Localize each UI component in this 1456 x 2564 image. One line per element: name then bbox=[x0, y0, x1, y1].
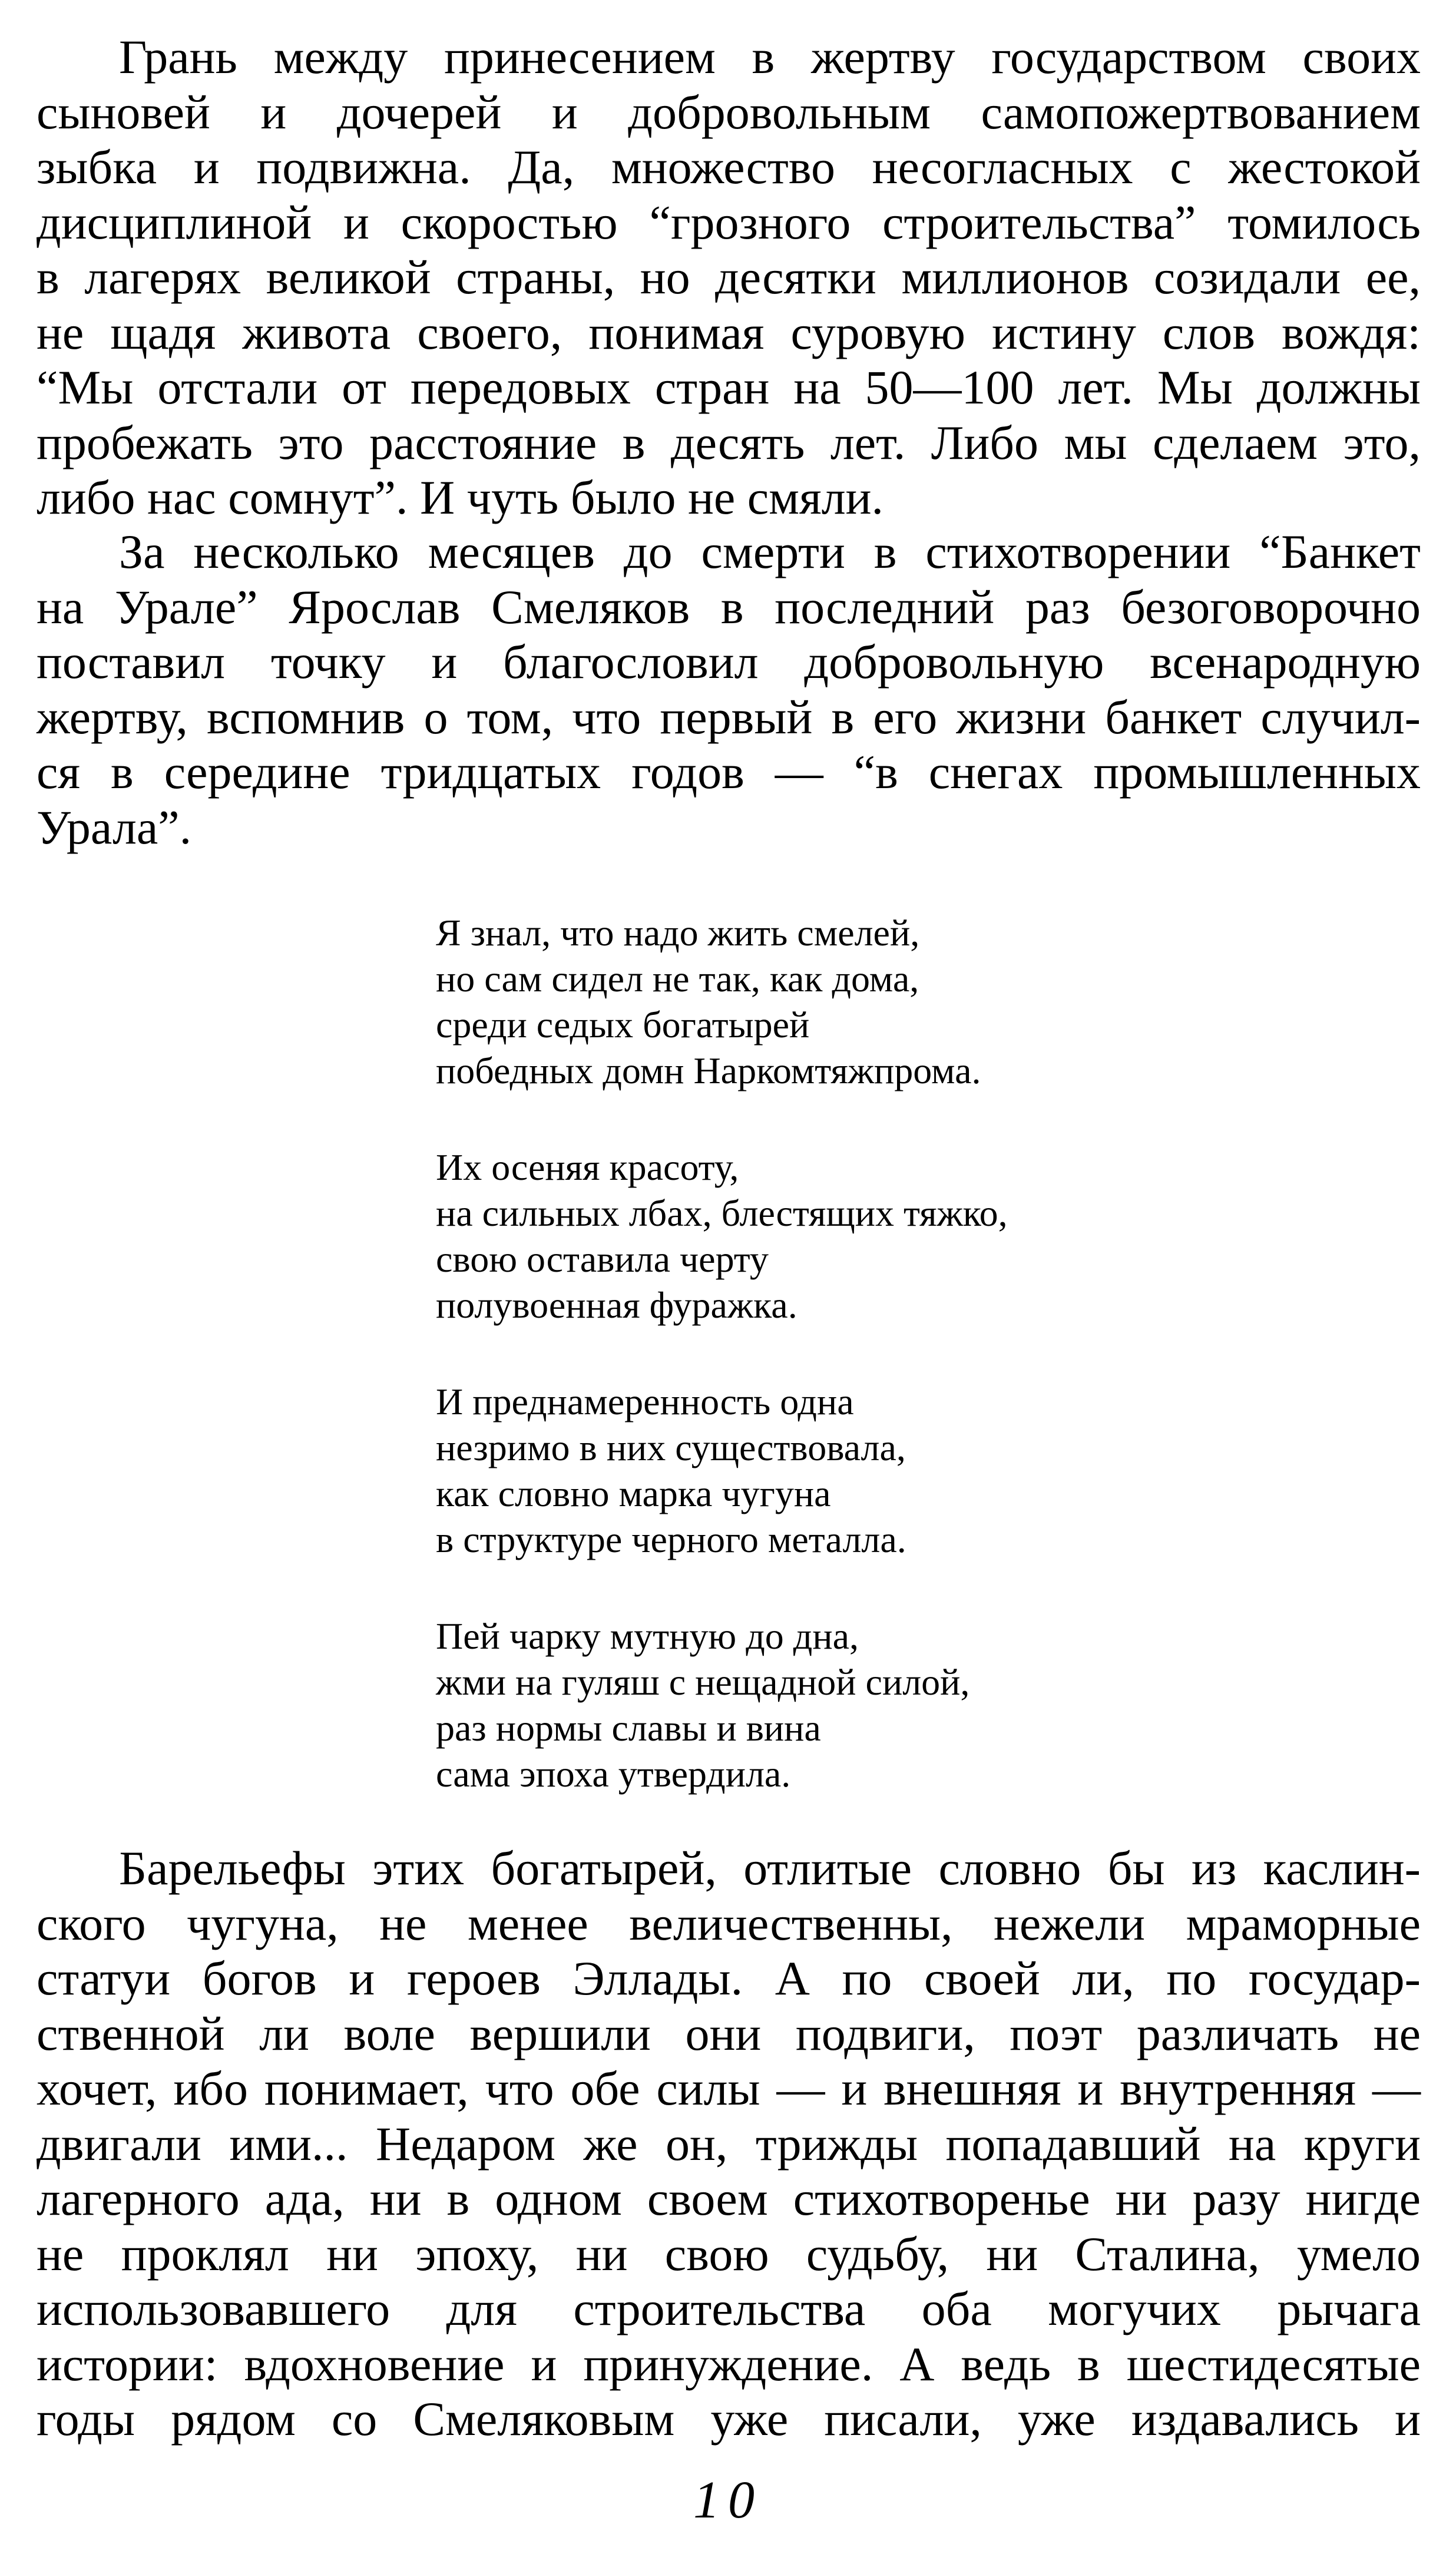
paragraph-line: ского чугуна, не менее величественны, нежели мраморные bbox=[37, 1896, 1421, 1950]
verse-line: но сам сидел не так, как дома, bbox=[436, 958, 919, 1000]
poem-stanza bbox=[436, 1613, 1202, 1797]
poem-quote bbox=[436, 910, 1202, 1797]
verse-line: жми на гуляш с нещадной силой, bbox=[436, 1661, 970, 1703]
paragraph-line: хочет, ибо понимает, что обе силы — и внешняя и внутренняя — bbox=[37, 2062, 1421, 2115]
poem-stanza bbox=[436, 1379, 1202, 1563]
paragraph-line: пробежать это расстояние в десять лет. Либо мы сделаем это, bbox=[37, 415, 1421, 469]
paragraph-line: поставил точку и благословил добровольную всенародную bbox=[37, 635, 1421, 689]
paragraph-1 bbox=[37, 29, 1421, 525]
paragraph-line: ся в середине тридцатых годов — “в снегах промышленных bbox=[37, 745, 1421, 799]
paragraph-line: дисциплиной и скоростью “грозного строительства” томилось bbox=[37, 195, 1421, 249]
paragraph-line: либо нас сомнут”. И чуть было не смяли. bbox=[37, 471, 884, 524]
paragraph-line: жертву, вспомнив о том, что первый в его жизни банкет случил- bbox=[37, 690, 1421, 744]
verse-line: на сильных лбах, блестящих тяжко, bbox=[436, 1192, 1008, 1234]
verse-line: победных домн Наркомтяжпрома. bbox=[436, 1050, 981, 1091]
paragraph-line: зыбка и подвижна. Да, множество несогласных с жестокой bbox=[37, 140, 1421, 194]
verse-line: Я знал, что надо жить смелей, bbox=[436, 912, 920, 954]
verse-line: Их осеняя красоту, bbox=[436, 1146, 739, 1188]
poem-stanza bbox=[436, 1144, 1202, 1328]
poem-stanza bbox=[436, 910, 1202, 1094]
paragraph-line: статуи богов и героев Эллады. А по своей ли, по государ- bbox=[37, 1951, 1421, 2005]
verse-line: раз нормы славы и вина bbox=[436, 1707, 821, 1749]
verse-line: И преднамеренность одна bbox=[436, 1381, 854, 1422]
paragraph-line: Барельефы этих богатырей, отлитые словно бы из каслин- bbox=[119, 1841, 1421, 1895]
paragraph-3 bbox=[37, 1841, 1421, 2447]
verse-line: полувоенная фуражка. bbox=[436, 1284, 798, 1326]
paragraph-line: в лагерях великой страны, но десятки миллионов созидали ее, bbox=[37, 250, 1421, 304]
paragraph-line: использовавшего для строительства оба могучих рычага bbox=[37, 2282, 1421, 2335]
verse-line: как словно марка чугуна bbox=[436, 1473, 831, 1514]
paragraph-line: двигали ими... Недаром же он, трижды попадавший на круги bbox=[37, 2116, 1421, 2171]
paragraph-line: “Мы отстали от передовых стран на 50—100 лет. Мы должны bbox=[37, 360, 1421, 414]
verse-line: в структуре черного металла. bbox=[436, 1518, 906, 1560]
verse-line: среди седых богатырей bbox=[436, 1004, 810, 1046]
paragraph-line: Грань между принесением в жертву государством своих bbox=[119, 30, 1421, 84]
paragraph-line: истории: вдохновение и принуждение. А ведь в шестидесятые bbox=[37, 2337, 1421, 2391]
paragraph-line: Урала”. bbox=[37, 800, 192, 854]
paragraph-line: на Урале” Ярослав Смеляков в последний раз безоговорочно bbox=[37, 580, 1421, 634]
paragraph-line: годы рядом со Смеляковым уже писали, уже издавались и bbox=[37, 2392, 1421, 2446]
verse-line: Пей чарку мутную до дна, bbox=[436, 1615, 859, 1657]
paragraph-line: ственной ли воле вершили они подвиги, поэт различать не bbox=[37, 2006, 1421, 2060]
paragraph-line: сыновей и дочерей и добровольным самопожертвованием bbox=[37, 85, 1421, 139]
paragraph-line: не проклял ни эпоху, ни свою судьбу, ни Сталина, умело bbox=[37, 2226, 1421, 2281]
page-number: 10 bbox=[693, 2471, 763, 2529]
paragraph-line: не щадя живота своего, понимая суровую истину слов вождя: bbox=[37, 305, 1421, 359]
paragraph-line: лагерного ада, ни в одном своем стихотворенье ни разу нигде bbox=[37, 2172, 1421, 2225]
verse-line: незримо в них существовала, bbox=[436, 1427, 906, 1468]
verse-line: сама эпоха утвердила. bbox=[436, 1753, 791, 1795]
paragraph-line: За несколько месяцев до смерти в стихотворении “Банкет bbox=[119, 525, 1421, 578]
paragraph-2 bbox=[37, 524, 1421, 855]
verse-line: свою оставила черту bbox=[436, 1238, 769, 1280]
